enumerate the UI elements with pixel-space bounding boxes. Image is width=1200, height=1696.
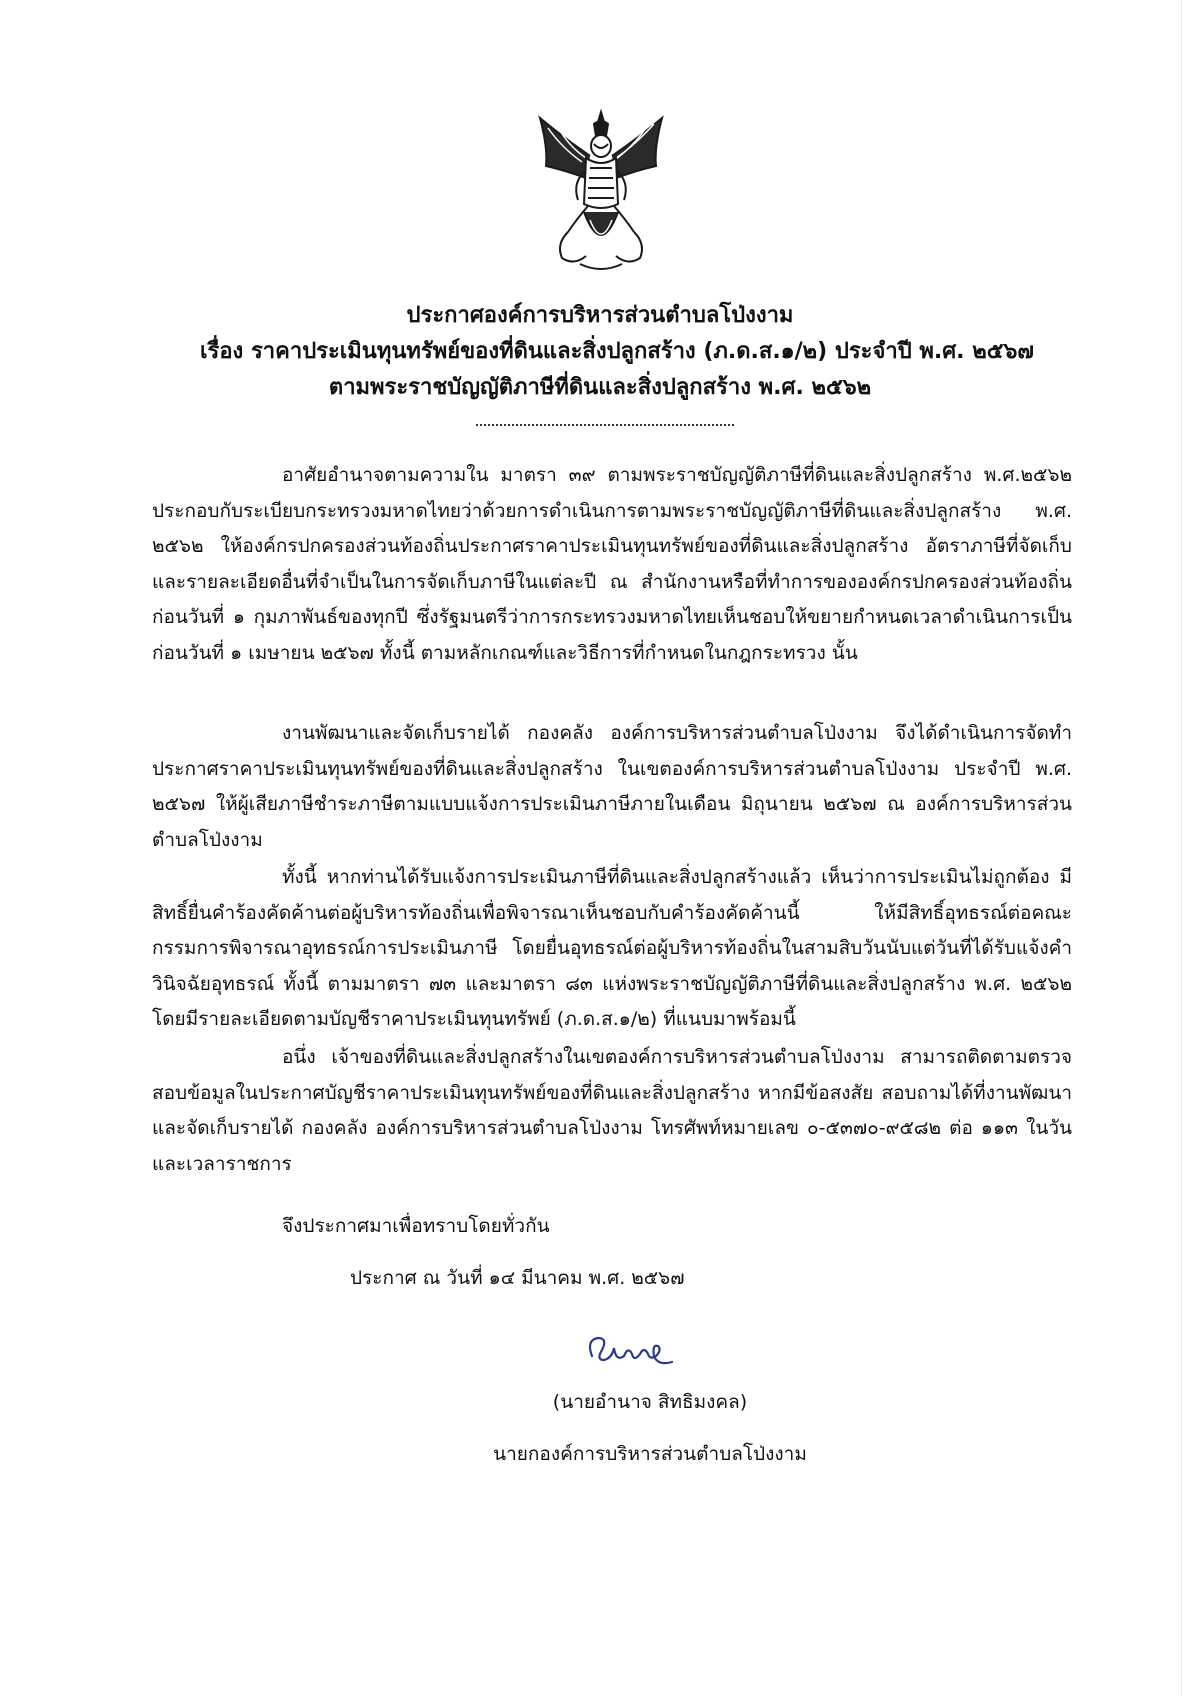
scan-edge-line: [1181, 0, 1182, 1696]
garuda-emblem-icon: [528, 108, 674, 272]
body-paragraph-1: [152, 458, 1072, 671]
body-paragraph-2: [152, 716, 1072, 858]
paragraph-text: อาศัยอำนาจตามความใน มาตรา ๓๙ ตามพระราชบัญญัติภาษีที่ดินและสิ่งปลูกสร้าง พ.ศ.๒๕๖๒ ประกอบกับระเบียบกระทรวงมหาดไทยว่าด้วยการดำเนินการตามพระราชบัญญัติภาษีที่ดินและสิ่งปลูกสร้าง พ.ศ. ๒๕๖๒ ให้องค์กรปกครองส่วนท้องถิ่นประกาศราคาประเมินทุนทรัพย์ของที่ดินและสิ่งปลูกสร้าง อัตราภาษีที่จัดเก็บและรายละเอียดอื่นที่จำเป็นในการจัดเก็บภาษีในแต่ละปี ณ สำนักงานหรือที่ทำการขององค์กรปกครองส่วนท้องถิ่นก่อนวันที่ ๑ กุมภาพันธ์ของทุกปี ซึ่งรัฐมนตรีว่าการกระทรวงมหาดไทยเห็นชอบให้ขยายกำหนดเวลาดำเนินการเป็นก่อนวันที่ ๑ เมษายน ๒๕๖๗ ทั้งนี้ ตามหลักเกณฑ์และวิธีการที่กำหนดในกฎกระทรวง นั้น: [152, 464, 1072, 664]
announcement-act-reference: ตามพระราชบัญญัติภาษีที่ดินและสิ่งปลูกสร้าง พ.ศ. ๒๕๖๒: [328, 375, 872, 400]
signer-name: (นายอำนาจ สิทธิมงคล): [552, 1391, 748, 1413]
body-paragraph-3: [152, 860, 1072, 1038]
handwritten-signature-icon: [578, 1326, 678, 1376]
paragraph-text: อนึ่ง เจ้าของที่ดินและสิ่งปลูกสร้างในเขตองค์การบริหารส่วนตำบลโป่งงาม สามารถติดตามตรวจสอบข้อมูลในประกาศบัญชีราคาประเมินทุนทรัพย์ของที่ดินและสิ่งปลูกสร้าง หากมีข้อสงสัย สอบถามได้ที่งานพัฒนาและจัดเก็บรายได้ กองคลัง องค์การบริหารส่วนตำบลโป่งงาม โทรศัพท์หมายเลข ๐-๕๓๗๐-๙๕๘๒ ต่อ ๑๑๓ ในวันและเวลาราชการ: [152, 1046, 1072, 1175]
signer-position: นายกองค์การบริหารส่วนตำบลโป่งงาม: [493, 1443, 807, 1465]
announcement-title: ประกาศองค์การบริหารส่วนตำบลโป่งงาม: [406, 303, 794, 328]
closing-statement: จึงประกาศมาเพื่อทราบโดยทั่วกัน: [282, 1215, 550, 1237]
title-separator: [476, 424, 734, 426]
announcement-subject: เรื่อง ราคาประเมินทุนทรัพย์ของที่ดินและสิ่งปลูกสร้าง (ภ.ด.ส.๑/๒) ประจำปี พ.ศ. ๒๕๖๗: [200, 339, 1034, 364]
announcement-date: ประกาศ ณ วันที่ ๑๔ มีนาคม พ.ศ. ๒๕๖๗: [350, 1267, 685, 1289]
paragraph-text: ทั้งนี้ หากท่านได้รับแจ้งการประเมินภาษีที่ดินและสิ่งปลูกสร้างแล้ว เห็นว่าการประเมินไม่ถูกต้อง มีสิทธิ์ยื่นคำร้องคัดค้านต่อผู้บริหารท้องถิ่นเพื่อพิจารณาเห็นชอบกับคำร้องคัดค้านนี้ ให้มีสิทธิ์อุทธรณ์ต่อคณะกรรมการพิจารณาอุทธรณ์การประเมินภาษี โดยยื่นอุทธรณ์ต่อผู้บริหารท้องถิ่นในสามสิบวันนับแต่วันที่ได้รับแจ้งคำวินิจฉัยอุทธรณ์ ทั้งนี้ ตามมาตรา ๗๓ และมาตรา ๘๓ แห่งพระราชบัญญัติภาษีที่ดินและสิ่งปลูกสร้าง พ.ศ. ๒๕๖๒ โดยมีรายละเอียดตามบัญชีราคาประเมินทุนทรัพย์ (ภ.ด.ส.๑/๒) ที่แนบมาพร้อมนี้: [152, 866, 1072, 1030]
body-paragraph-4: [152, 1040, 1072, 1182]
paragraph-text: งานพัฒนาและจัดเก็บรายได้ กองคลัง องค์การบริหารส่วนตำบลโป่งงาม จึงได้ดำเนินการจัดทำประกาศราคาประเมินทุนทรัพย์ของที่ดินและสิ่งปลูกสร้าง ในเขตองค์การบริหารส่วนตำบลโป่งงาม ประจำปี พ.ศ. ๒๕๖๗ ให้ผู้เสียภาษีชำระภาษีตามแบบแจ้งการประเมินภาษีภายในเดือน มิถุนายน ๒๕๖๗ ณ องค์การบริหารส่วนตำบลโป่งงาม: [152, 722, 1072, 851]
